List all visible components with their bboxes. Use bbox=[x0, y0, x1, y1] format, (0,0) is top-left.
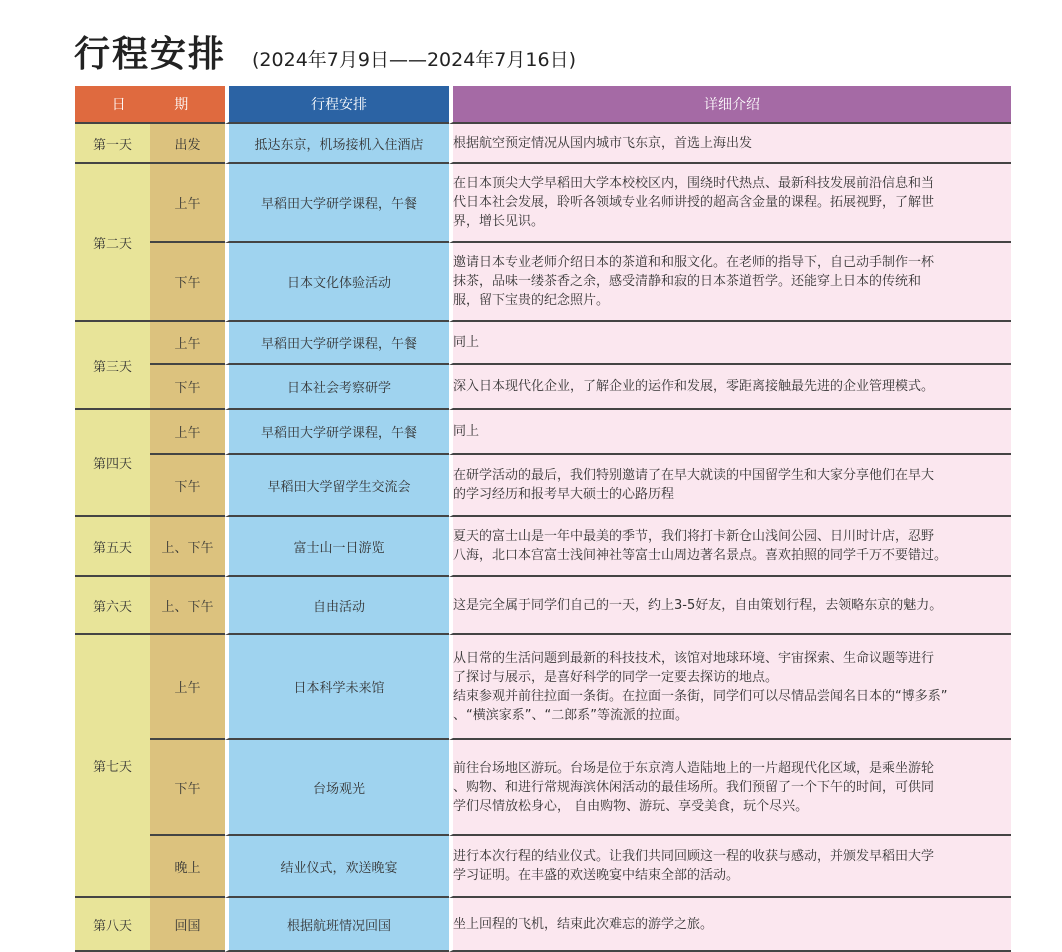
period-cell: 出发 bbox=[150, 124, 225, 164]
day-cell: 第五天 bbox=[75, 517, 150, 577]
table-header-row bbox=[75, 86, 1011, 124]
period-cell: 上、下午 bbox=[150, 517, 225, 577]
plan-cell: 早稻田大学研学课程，午餐 bbox=[225, 164, 449, 243]
detail-line: 、“横滨家系”、“二郎系”等流派的拉面。 bbox=[453, 707, 688, 723]
detail-cell bbox=[449, 740, 1011, 836]
detail-cell bbox=[449, 635, 1011, 740]
detail-line: 在日本顶尖大学早稻田大学本校校区内，围绕时代热点、最新科技发展前沿信息和当 bbox=[453, 176, 935, 191]
table-row bbox=[75, 322, 1011, 365]
detail-line: 学习证明。在丰盛的欢送晚宴中结束全部的活动。 bbox=[453, 868, 740, 883]
detail-line: 邀请日本专业老师介绍日本的茶道和和服文化。在老师的指导下，自己动手制作一杯 bbox=[453, 255, 935, 270]
detail-line: 学们尽情放松身心， 自由购物、游玩、享受美食，玩个尽兴。 bbox=[453, 798, 809, 814]
detail-line: 了探讨与展示，是喜好科学的同学一定要去探访的地点。 bbox=[453, 669, 779, 685]
day-cell: 第四天 bbox=[75, 410, 150, 517]
day-cell: 第八天 bbox=[75, 898, 150, 952]
table-row bbox=[75, 365, 1011, 410]
detail-line: 前往台场地区游玩。台场是位于东京湾人造陆地上的一片超现代化区域，是乘坐游轮 bbox=[453, 760, 935, 776]
detail-line: 同上 bbox=[453, 335, 480, 350]
table-row bbox=[75, 410, 1011, 455]
day-cell: 第七天 bbox=[75, 635, 150, 898]
detail-line: 抹茶，品味一缕茶香之余，感受清静和寂的日本茶道哲学。还能穿上日本的传统和 bbox=[453, 274, 922, 289]
period-cell: 上午 bbox=[150, 164, 225, 243]
detail-line: 深入日本现代化企业，了解企业的运作和发展，零距离接触最先进的企业管理模式。 bbox=[453, 379, 935, 394]
table-row bbox=[75, 164, 1011, 243]
day-cell: 第一天 bbox=[75, 124, 150, 164]
period-cell: 上午 bbox=[150, 322, 225, 365]
detail-cell bbox=[449, 836, 1011, 898]
detail-line: 同上 bbox=[453, 424, 480, 439]
plan-cell: 自由活动 bbox=[225, 577, 449, 635]
period-cell: 上午 bbox=[150, 635, 225, 740]
table-row bbox=[75, 836, 1011, 898]
page-title: 行程安排 bbox=[74, 34, 227, 75]
detail-line: 的学习经历和报考早大硕士的心路历程 bbox=[453, 487, 675, 502]
detail-line: 服，留下宝贵的纪念照片。 bbox=[453, 293, 610, 308]
detail-cell bbox=[449, 898, 1011, 952]
detail-line: 八海，北口本宫富士浅间神社等富士山周边著名景点。喜欢拍照的同学千万不要错过。 bbox=[453, 548, 948, 563]
detail-line: 这是完全属于同学们自己的一天，约上3-5好友，自由策划行程，去领略东京的魅力。 bbox=[453, 597, 943, 613]
table-row bbox=[75, 740, 1011, 836]
detail-line: 坐上回程的飞机，结束此次难忘的游学之旅。 bbox=[453, 916, 714, 932]
plan-cell: 日本文化体验活动 bbox=[225, 243, 449, 322]
period-cell: 上午 bbox=[150, 410, 225, 455]
table-row bbox=[75, 635, 1011, 740]
period-cell: 回国 bbox=[150, 898, 225, 952]
column-header-date: 日 期 bbox=[75, 86, 225, 124]
schedule-table bbox=[75, 86, 1011, 952]
day-cell: 第二天 bbox=[75, 164, 150, 322]
plan-cell: 日本科学未来馆 bbox=[225, 635, 449, 740]
plan-cell: 富士山一日游览 bbox=[225, 517, 449, 577]
detail-line: 结束参观并前往拉面一条街。在拉面一条街，同学们可以尽情品尝闻名日本的“博多系” bbox=[453, 688, 948, 704]
detail-line: 、购物、和进行常规海滨休闲活动的最佳场所。我们预留了一个下午的时间，可供同 bbox=[453, 779, 935, 795]
detail-line: 从日常的生活问题到最新的科技技术，该馆对地球环境、宇宙探索、生命议题等进行 bbox=[453, 650, 935, 666]
period-cell: 下午 bbox=[150, 455, 225, 517]
plan-cell: 早稻田大学研学课程，午餐 bbox=[225, 410, 449, 455]
detail-cell bbox=[449, 517, 1011, 577]
period-cell: 上、下午 bbox=[150, 577, 225, 635]
detail-line: 夏天的富士山是一年中最美的季节，我们将打卡新仓山浅间公园、日川时计店，忍野 bbox=[453, 529, 935, 544]
schedule-body bbox=[75, 124, 1011, 952]
detail-line: 根据航空预定情况从国内城市飞东京，首选上海出发 bbox=[453, 135, 753, 151]
detail-cell bbox=[449, 243, 1011, 322]
plan-cell: 根据航班情况回国 bbox=[225, 898, 449, 952]
detail-cell bbox=[449, 365, 1011, 410]
plan-cell: 抵达东京，机场接机入住酒店 bbox=[225, 124, 449, 164]
plan-cell: 早稻田大学研学课程，午餐 bbox=[225, 322, 449, 365]
period-cell: 下午 bbox=[150, 365, 225, 410]
title-row bbox=[74, 26, 576, 76]
plan-cell: 结业仪式，欢送晚宴 bbox=[225, 836, 449, 898]
detail-cell bbox=[449, 577, 1011, 635]
period-cell: 下午 bbox=[150, 243, 225, 322]
detail-cell bbox=[449, 322, 1011, 365]
table-row bbox=[75, 455, 1011, 517]
detail-cell bbox=[449, 164, 1011, 243]
detail-cell bbox=[449, 455, 1011, 517]
table-row bbox=[75, 243, 1011, 322]
detail-line: 进行本次行程的结业仪式。让我们共同回顾这一程的收获与感动，并颁发早稻田大学 bbox=[453, 849, 935, 864]
plan-cell: 台场观光 bbox=[225, 740, 449, 836]
column-header-plan: 行程安排 bbox=[225, 86, 449, 124]
period-cell: 晚上 bbox=[150, 836, 225, 898]
detail-line: 在研学活动的最后，我们特别邀请了在早大就读的中国留学生和大家分享他们在早大 bbox=[453, 468, 935, 483]
table-row bbox=[75, 517, 1011, 577]
detail-line: 代日本社会发展，聆听各领域专业名师讲授的超高含金量的课程。拓展视野，了解世 bbox=[453, 195, 935, 210]
day-cell: 第六天 bbox=[75, 577, 150, 635]
table-row bbox=[75, 577, 1011, 635]
detail-line: 界，增长见识。 bbox=[453, 214, 545, 229]
period-cell: 下午 bbox=[150, 740, 225, 836]
date-range: (2024年7月9日——2024年7月16日) bbox=[252, 49, 576, 71]
day-cell: 第三天 bbox=[75, 322, 150, 410]
detail-cell bbox=[449, 124, 1011, 164]
plan-cell: 日本社会考察研学 bbox=[225, 365, 449, 410]
table-row bbox=[75, 898, 1011, 952]
detail-cell bbox=[449, 410, 1011, 455]
table-row bbox=[75, 124, 1011, 164]
column-header-detail: 详细介绍 bbox=[449, 86, 1011, 124]
plan-cell: 早稻田大学留学生交流会 bbox=[225, 455, 449, 517]
